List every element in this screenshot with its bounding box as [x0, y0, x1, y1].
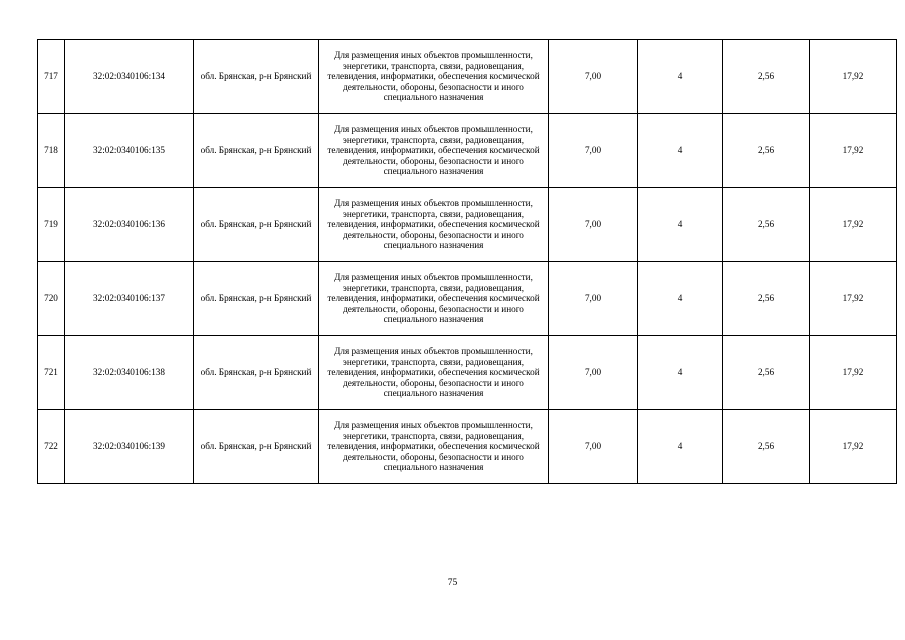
- purpose-cell: Для размещения иных объектов промышленности, энергетики, транспорта, связи, радиовещания, телевидения, информатики, обеспечения космической деятельности, обороны, безопасности и иного специального назначения: [319, 262, 549, 336]
- address-text: обл. Брянская, р-н Брянский: [200, 367, 312, 378]
- row-number-cell: 721: [38, 336, 65, 410]
- address-text: обл. Брянская, р-н Брянский: [200, 145, 312, 156]
- value-3-cell: 2,56: [723, 262, 810, 336]
- table-row: [38, 114, 897, 188]
- cadastral-number-cell: 32:02:0340106:136: [65, 188, 194, 262]
- value-3-cell: 2,56: [723, 40, 810, 114]
- value-1-cell: 7,00: [549, 262, 638, 336]
- value-4-cell: 17,92: [810, 40, 897, 114]
- purpose-cell: Для размещения иных объектов промышленности, энергетики, транспорта, связи, радиовещания, телевидения, информатики, обеспечения космической деятельности, обороны, безопасности и иного специального назначения: [319, 188, 549, 262]
- table-body: [38, 40, 897, 484]
- value-4-cell: 17,92: [810, 410, 897, 484]
- table-row: [38, 40, 897, 114]
- purpose-cell: Для размещения иных объектов промышленности, энергетики, транспорта, связи, радиовещания, телевидения, информатики, обеспечения космической деятельности, обороны, безопасности и иного специального назначения: [319, 336, 549, 410]
- row-number-cell: 718: [38, 114, 65, 188]
- value-4-cell: 17,92: [810, 114, 897, 188]
- value-3-cell: 2,56: [723, 336, 810, 410]
- value-3-cell: 2,56: [723, 410, 810, 484]
- address-cell: [194, 336, 319, 410]
- address-text: обл. Брянская, р-н Брянский: [200, 219, 312, 230]
- row-number-cell: 717: [38, 40, 65, 114]
- address-cell: [194, 262, 319, 336]
- value-1-cell: 7,00: [549, 188, 638, 262]
- row-number-cell: 720: [38, 262, 65, 336]
- purpose-cell: Для размещения иных объектов промышленности, энергетики, транспорта, связи, радиовещания, телевидения, информатики, обеспечения космической деятельности, обороны, безопасности и иного специального назначения: [319, 40, 549, 114]
- address-cell: [194, 188, 319, 262]
- address-cell: [194, 40, 319, 114]
- table-row: [38, 188, 897, 262]
- value-4-cell: 17,92: [810, 262, 897, 336]
- value-4-cell: 17,92: [810, 188, 897, 262]
- row-number-cell: 719: [38, 188, 65, 262]
- cadastral-number-cell: 32:02:0340106:134: [65, 40, 194, 114]
- value-1-cell: 7,00: [549, 410, 638, 484]
- cadastral-number-cell: 32:02:0340106:139: [65, 410, 194, 484]
- page-number: 75: [447, 578, 458, 588]
- value-2-cell: 4: [638, 40, 723, 114]
- value-3-cell: 2,56: [723, 114, 810, 188]
- land-plots-table: [37, 39, 897, 484]
- cadastral-number-cell: 32:02:0340106:137: [65, 262, 194, 336]
- table-row: [38, 336, 897, 410]
- value-2-cell: 4: [638, 114, 723, 188]
- purpose-cell: Для размещения иных объектов промышленности, энергетики, транспорта, связи, радиовещания, телевидения, информатики, обеспечения космической деятельности, обороны, безопасности и иного специального назначения: [319, 410, 549, 484]
- value-4-cell: 17,92: [810, 336, 897, 410]
- value-3-cell: 2,56: [723, 188, 810, 262]
- cadastral-number-cell: 32:02:0340106:135: [65, 114, 194, 188]
- value-2-cell: 4: [638, 336, 723, 410]
- value-2-cell: 4: [638, 410, 723, 484]
- cadastral-number-cell: 32:02:0340106:138: [65, 336, 194, 410]
- table-row: [38, 410, 897, 484]
- value-1-cell: 7,00: [549, 336, 638, 410]
- address-cell: [194, 410, 319, 484]
- address-text: обл. Брянская, р-н Брянский: [200, 441, 312, 452]
- table-row: [38, 262, 897, 336]
- address-text: обл. Брянская, р-н Брянский: [200, 293, 312, 304]
- value-2-cell: 4: [638, 188, 723, 262]
- value-2-cell: 4: [638, 262, 723, 336]
- address-text: обл. Брянская, р-н Брянский: [200, 71, 312, 82]
- value-1-cell: 7,00: [549, 40, 638, 114]
- value-1-cell: 7,00: [549, 114, 638, 188]
- row-number-cell: 722: [38, 410, 65, 484]
- address-cell: [194, 114, 319, 188]
- purpose-cell: Для размещения иных объектов промышленности, энергетики, транспорта, связи, радиовещания, телевидения, информатики, обеспечения космической деятельности, обороны, безопасности и иного специального назначения: [319, 114, 549, 188]
